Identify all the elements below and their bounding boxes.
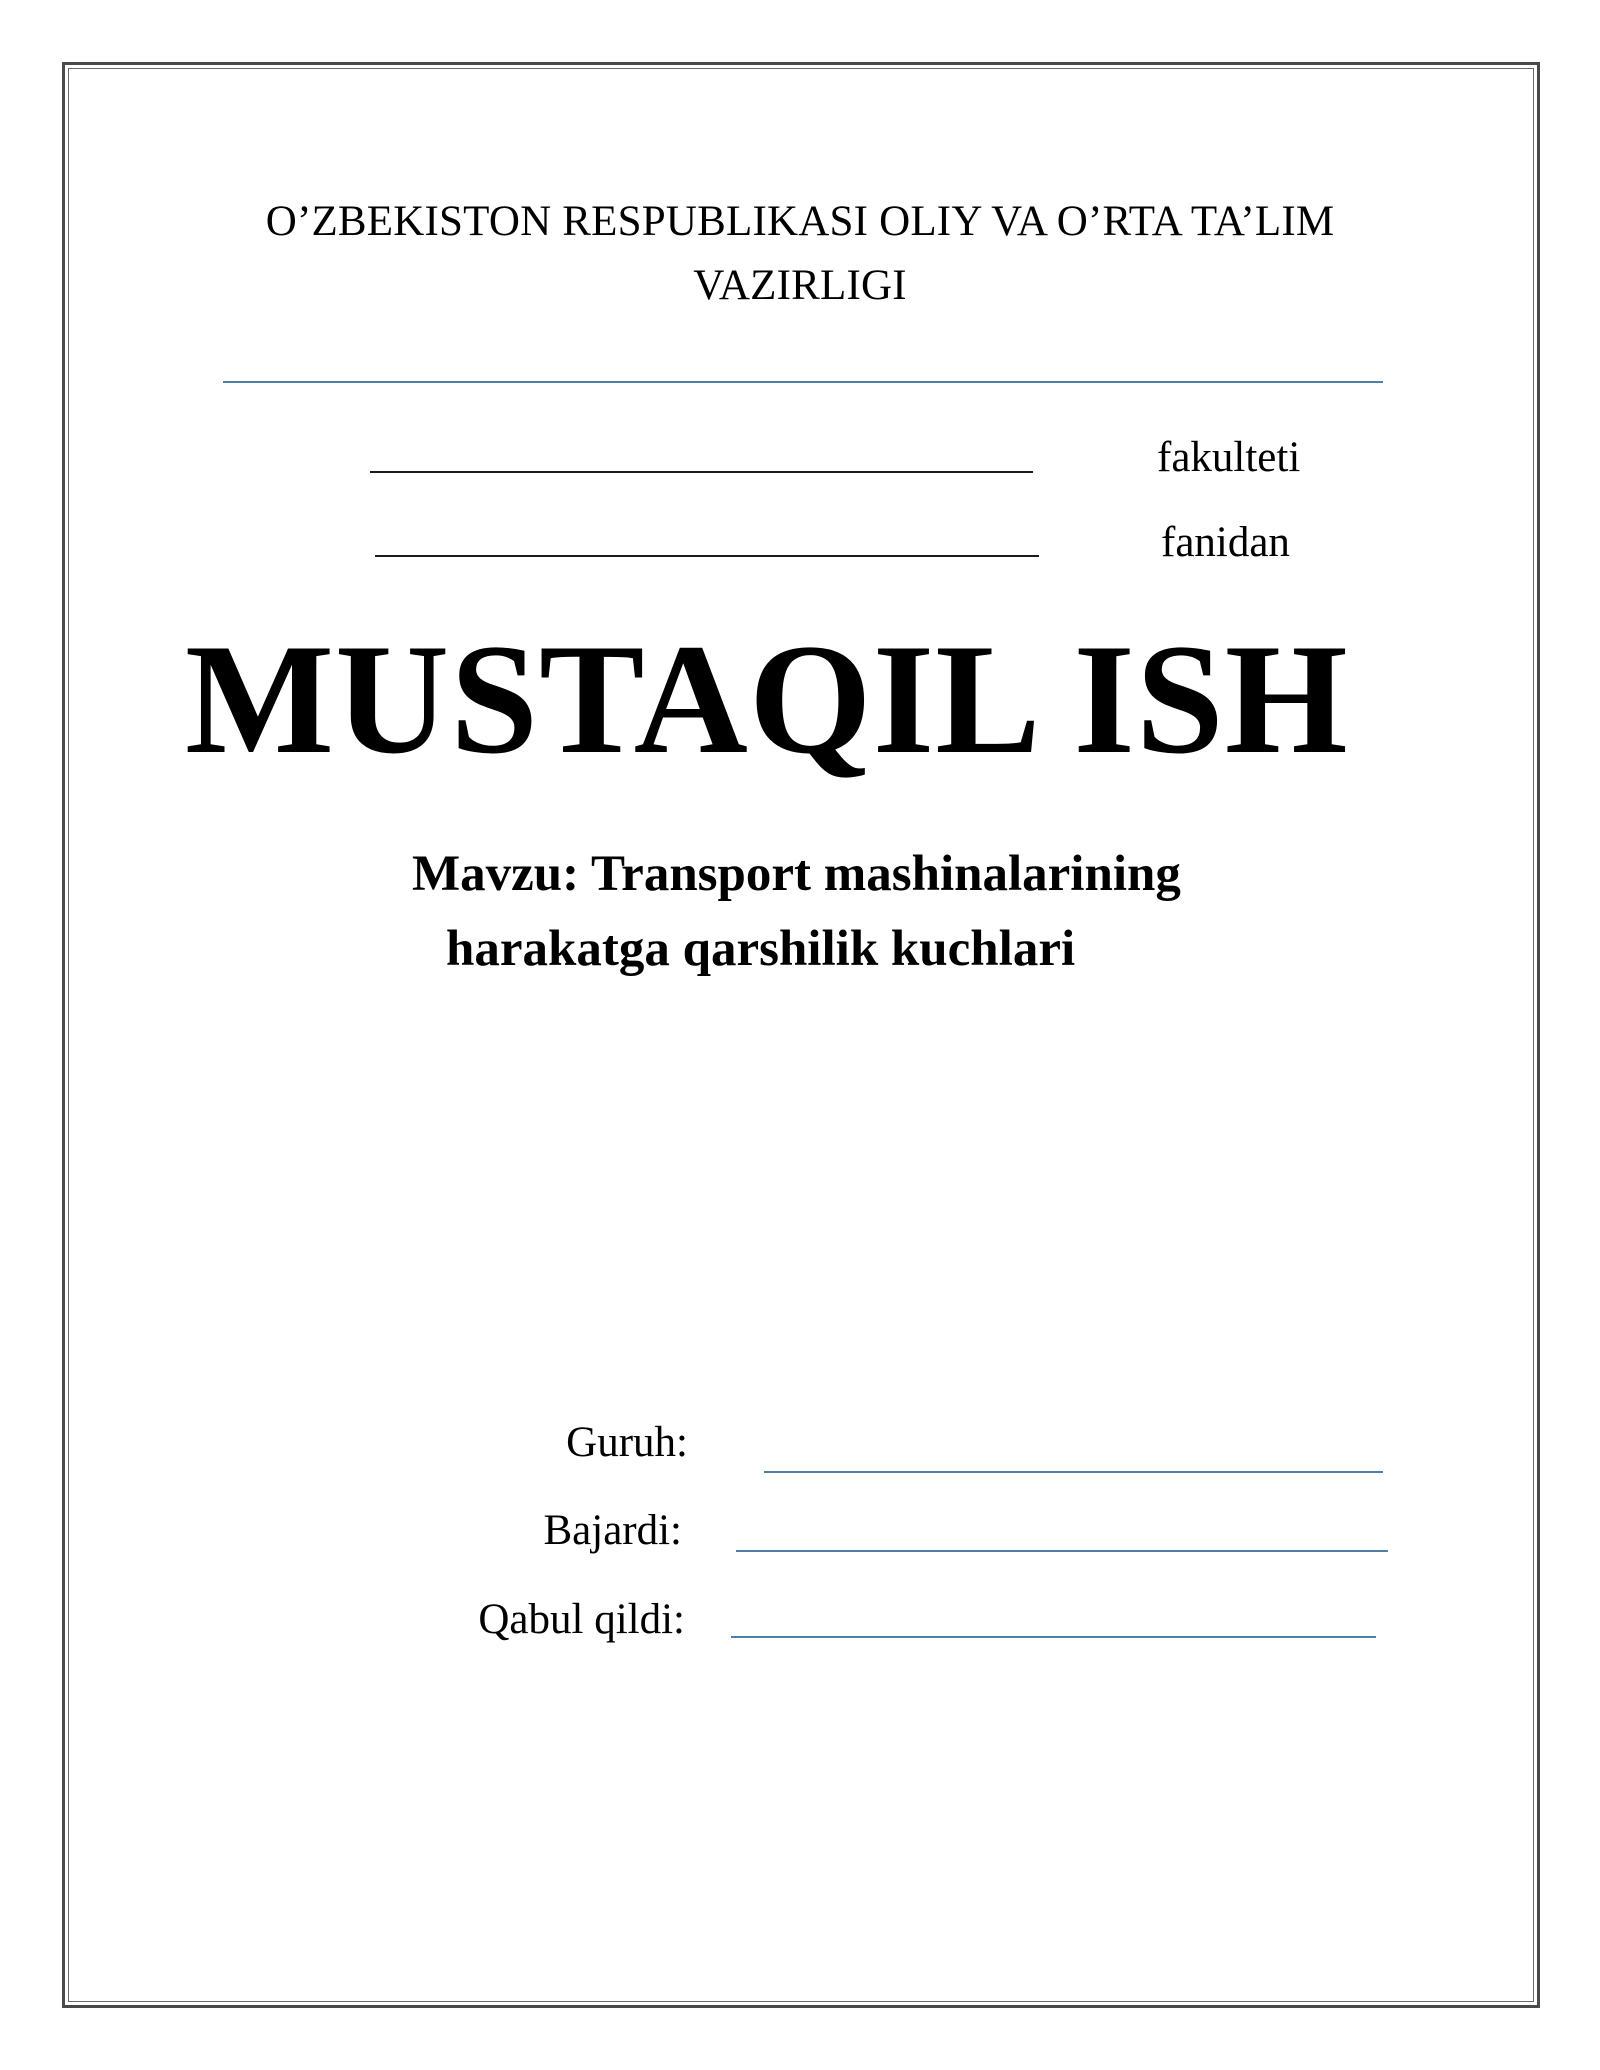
done-by-line [736,1550,1388,1552]
document-title: MUSTAQIL ISH [185,612,1349,787]
page-border-inner [68,68,1534,2002]
group-line [764,1471,1383,1473]
accepted-by-label: Qabul qildi: [478,1596,685,1643]
subject-name-line [375,555,1039,557]
accepted-by-line [731,1636,1376,1638]
ministry-line-2: VAZIRLIGI [693,262,907,309]
faculty-name-line [370,471,1033,473]
done-by-label: Bajardi: [543,1507,682,1554]
group-label: Guruh: [566,1419,688,1466]
topic-line-1: Mavzu: Transport mashinalarining [412,846,1181,902]
faculty-label: fakulteti [1157,434,1301,481]
ministry-heading [150,190,1450,318]
subject-label: fanidan [1161,519,1290,566]
topic-line-2: harakatga qarshilik kuchlari [446,921,1076,977]
ministry-line-1: O’ZBEKISTON RESPUBLIKASI OLIY VA O’RTA TA’LIM [265,198,1335,245]
university-name-line [223,381,1383,383]
